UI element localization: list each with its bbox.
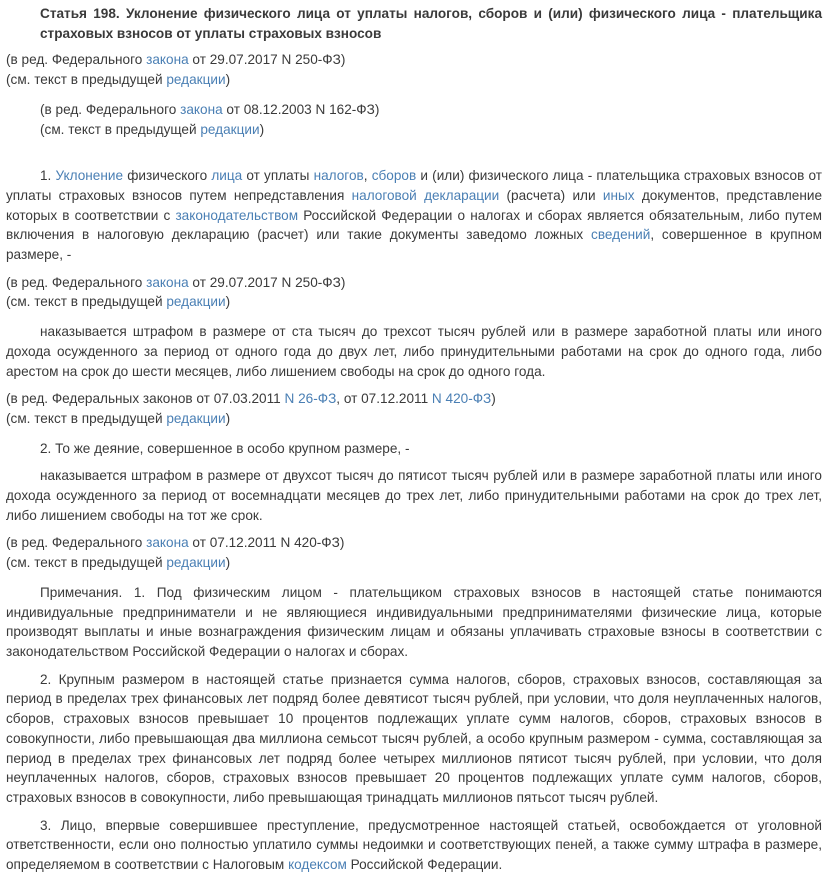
previous-edition-link[interactable]: редакции: [166, 555, 226, 571]
term-link[interactable]: сборов: [371, 168, 417, 184]
note-1: Примечания. 1. Под физическим лицом - плательщиком страховых взносов в настоящей статье понимаются индивидуальные предприниматели и не являющиеся индивидуальными предпринимателями физические лица, которые производят выплаты и иные вознаграждения физическим лицам и обязаны уплачивать страховые взносы в соответствии с законодательством Российской Федерации о налогах и сборах.: [6, 584, 822, 659]
law-link[interactable]: закона: [180, 101, 223, 117]
edition-note-2: (в ред. Федерального закона от 08.12.2003 N 162-ФЗ) (см. текст в предыдущей редакции): [40, 101, 380, 137]
previous-edition-link[interactable]: редакции: [166, 294, 226, 310]
law-link[interactable]: N 420-ФЗ: [431, 391, 492, 407]
law-link[interactable]: закона: [146, 274, 189, 290]
paragraph-penalty-1: наказывается штрафом в размере от ста тысяч до трехсот тысяч рублей или в размере заработной платы или иного дохода осужденного за период от одного года до двух лет, либо принудительными работами на срок до одного года, либо арестом на срок до шести месяцев, либо лишением свободы на срок до одного года.: [6, 324, 822, 379]
term-link[interactable]: налогов: [313, 168, 364, 184]
edition-note-1: (в ред. Федерального закона от 29.07.2017 N 250-ФЗ) (см. текст в предыдущей редакции): [6, 52, 346, 88]
note-2: 2. Крупным размером в настоящей статье признается сумма налогов, сборов, страховых взносов, составляющая за период в пределах трех финансовых лет подряд более девятисот тысяч рублей, при условии, что доля неуплаченных налогов, сборов, страховых взносов превышает 10 процентов подлежащих уплате сумм налогов, сборов, страховых взносов в совокупности, либо превышающая два миллиона семьсот тысяч рублей, а особо крупным размером - сумма, составляющая за период в пределах трех финансовых лет подряд более четырех миллионов пятисот тысяч рублей, при условии, что доля неуплаченных налогов, сборов, страховых взносов превышает 20 процентов подлежащих уплате сумм налогов, сборов, страховых взносов в совокупности, либо превышающая тринадцать миллионов пятьсот тысяч рублей.: [6, 671, 822, 805]
previous-edition-link[interactable]: редакции: [166, 410, 226, 426]
law-link[interactable]: закона: [146, 535, 189, 551]
previous-edition-link[interactable]: редакции: [166, 72, 226, 88]
law-link[interactable]: N 26-ФЗ: [284, 391, 337, 407]
term-link[interactable]: Уклонение: [55, 168, 124, 184]
article-title: Статья 198. Уклонение физического лица от уплаты налогов, сборов и (или) физического лица - плательщика страховых взносов от уплаты страховых взносов: [40, 6, 822, 41]
term-link[interactable]: законодательством: [175, 207, 299, 223]
code-link[interactable]: кодексом: [288, 857, 347, 873]
edition-note-5: (в ред. Федерального закона от 07.12.2011 N 420-ФЗ) (см. текст в предыдущей редакции): [6, 535, 345, 571]
paragraph-2: 2. То же деяние, совершенное в особо крупном размере, -: [40, 440, 410, 456]
paragraph-penalty-2: наказывается штрафом в размере от двухсот тысяч до пятисот тысяч рублей или в размере заработной платы или иного дохода осужденного за период от восемнадцати месяцев до трех лет, либо принудительными работами на срок до трех лет, либо лишением свободы на тот же срок.: [6, 468, 822, 523]
term-link[interactable]: налоговой декларации: [351, 187, 500, 203]
term-link[interactable]: сведений: [591, 227, 651, 243]
note-3: 3. Лицо, впервые совершившее преступление, предусмотренное настоящей статьей, освобождается от уголовной ответственности, если оно полностью уплатило суммы недоимки и соответствующих пеней, а также сумму штрафа в размере, определяемом в соответствии с Налоговым кодексом Российской Федерации.: [6, 817, 822, 873]
term-link[interactable]: иных: [602, 187, 635, 203]
edition-note-4: (в ред. Федеральных законов от 07.03.2011 N 26-ФЗ, от 07.12.2011 N 420-ФЗ) (см. текст в предыдущей редакции): [6, 391, 496, 426]
term-link[interactable]: лица: [211, 168, 243, 184]
edition-note-3: (в ред. Федерального закона от 29.07.2017 N 250-ФЗ) (см. текст в предыдущей редакции): [6, 274, 346, 310]
law-link[interactable]: закона: [146, 52, 189, 68]
previous-edition-link[interactable]: редакции: [200, 121, 260, 137]
paragraph-1: 1. Уклонение физического лица от уплаты налогов, сборов и (или) физического лица - плательщика страховых взносов от уплаты страховых взносов путем непредставления налоговой декларации (расчета) или иных документов, представление которых в соответствии с законодательством Российской Федерации о налогах и сборах является обязательным, либо путем включения в налоговую декларацию (расчет) или такие документы заведомо ложных сведений, совершенное в крупном размере, -: [6, 168, 823, 263]
